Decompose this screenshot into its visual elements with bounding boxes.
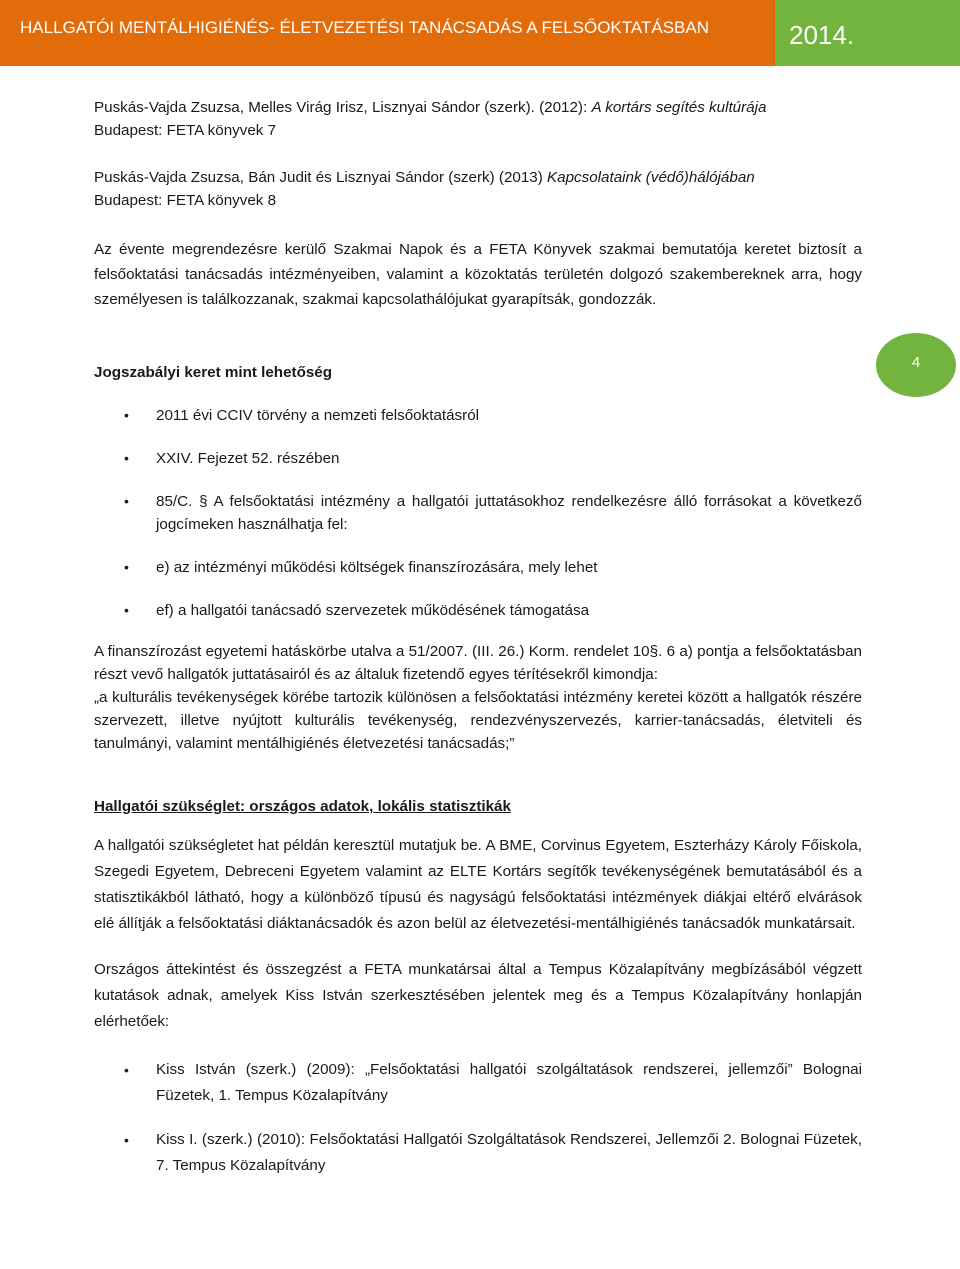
list-item: • 85/C. § A felsőoktatási intézmény a hallgatói juttatásokhoz rendelkezésre álló forrásokat a következő jogcímeken használhatja fel:	[94, 490, 862, 536]
list-item: • Kiss István (szerk.) (2009): „Felsőoktatási hallgatói szolgáltatások rendszerei, jellemzői” Bolognai Füzetek, 1. Tempus Közalapítvány	[94, 1057, 862, 1109]
list-item: • e) az intézményi működési költségek finanszírozására, mely lehet	[94, 556, 862, 579]
reference-1-publisher: Budapest: FETA könyvek 7	[94, 122, 277, 139]
page-header	[0, 0, 960, 66]
reference-2-title: Kapcsolataink (védő)hálójában	[547, 169, 755, 186]
legal-bullet-list	[94, 404, 862, 622]
header-year: 2014.	[775, 0, 960, 66]
reference-2-authors: Puskás-Vajda Zsuzsa, Bán Judit és Lisznyai Sándor (szerk) (2013)	[94, 169, 548, 186]
section-heading-needs: Hallgatói szükséglet: országos adatok, lokális statisztikák	[94, 798, 511, 815]
section-heading-legal: Jogszabályi keret mint lehetőség	[94, 364, 333, 381]
sources-bullet-list	[94, 1057, 862, 1179]
page-number-badge: 4	[876, 333, 956, 397]
list-item: • 2011 évi CCIV törvény a nemzeti felsőoktatásról	[94, 404, 862, 427]
reference-2-publisher: Budapest: FETA könyvek 8	[94, 192, 277, 209]
page-content	[94, 96, 862, 1179]
intro-paragraph: Az évente megrendezésre kerülő Szakmai Napok és a FETA Könyvek szakmai bemutatója keretet biztosít a felsőoktatási tanácsadás intézményeiben, valamint a közoktatás területén dolgozó szakembereknek arra, hogy személyesen is találkozzanak, szakmai kapcsolathálójukat gyarapítsák, gondozzák.	[94, 241, 862, 308]
header-title: HALLGATÓI MENTÁLHIGIÉNÉS- ÉLETVEZETÉSI TANÁCSADÁS A FELSŐOKTATÁSBAN	[0, 0, 775, 66]
reference-1	[94, 96, 862, 142]
reference-2	[94, 166, 862, 212]
reference-1-authors: Puskás-Vajda Zsuzsa, Melles Virág Irisz, Lisznyai Sándor (szerk). (2012):	[94, 99, 592, 116]
needs-paragraph-2: Országos áttekintést és összegzést a FETA munkatársai által a Tempus Közalapítvány megbízásából végzett kutatások adnak, amelyek Kiss István szerkesztésében jelentek meg és a Tempus Közalapítvány honlapján elérhetőek:	[94, 961, 862, 1030]
needs-paragraph-1: A hallgatói szükségletet hat példán keresztül mutatjuk be. A BME, Corvinus Egyetem, Eszterházy Károly Főiskola, Szegedi Egyetem, Debreceni Egyetem valamint az ELTE Kortárs segítők tevékenységének bemutatásából és a statisztikákból látható, hogy a különböző típusú és nagyságú felsőoktatási intézmények diákjai eltérő elvárások elé állítják a felsőoktatási diáktanácsadók és azon belül az életvezetési-mentálhigiénés tanácsadók munkatársait.	[94, 837, 862, 932]
reference-1-title: A kortárs segítés kultúrája	[591, 99, 767, 116]
legal-quote: „a kulturális tevékenységek körébe tartozik különösen a felsőoktatási intézmény keretei között a hallgatók részére szervezett, illetve nyújtott kulturális tevékenység, rendezvényszervezés, karrier-tanácsadás, életviteli és tanulmányi, valamint mentálhigiénés életvezetési tanácsadás;”	[94, 689, 862, 752]
legal-paragraph: A finanszírozást egyetemi hatáskörbe utalva a 51/2007. (III. 26.) Korm. rendelet 10§. 6 a) pontja a felsőoktatásban részt vevő hallgatók juttatásairól és az általuk fizetendő egyes térítésekről kimondja:	[94, 643, 862, 683]
list-item: • XXIV. Fejezet 52. részében	[94, 447, 862, 470]
list-item: • ef) a hallgatói tanácsadó szervezetek működésének támogatása	[94, 599, 862, 622]
list-item: • Kiss I. (szerk.) (2010): Felsőoktatási Hallgatói Szolgáltatások Rendszerei, Jellemzői 2. Bolognai Füzetek, 7. Tempus Közalapítvány	[94, 1127, 862, 1179]
